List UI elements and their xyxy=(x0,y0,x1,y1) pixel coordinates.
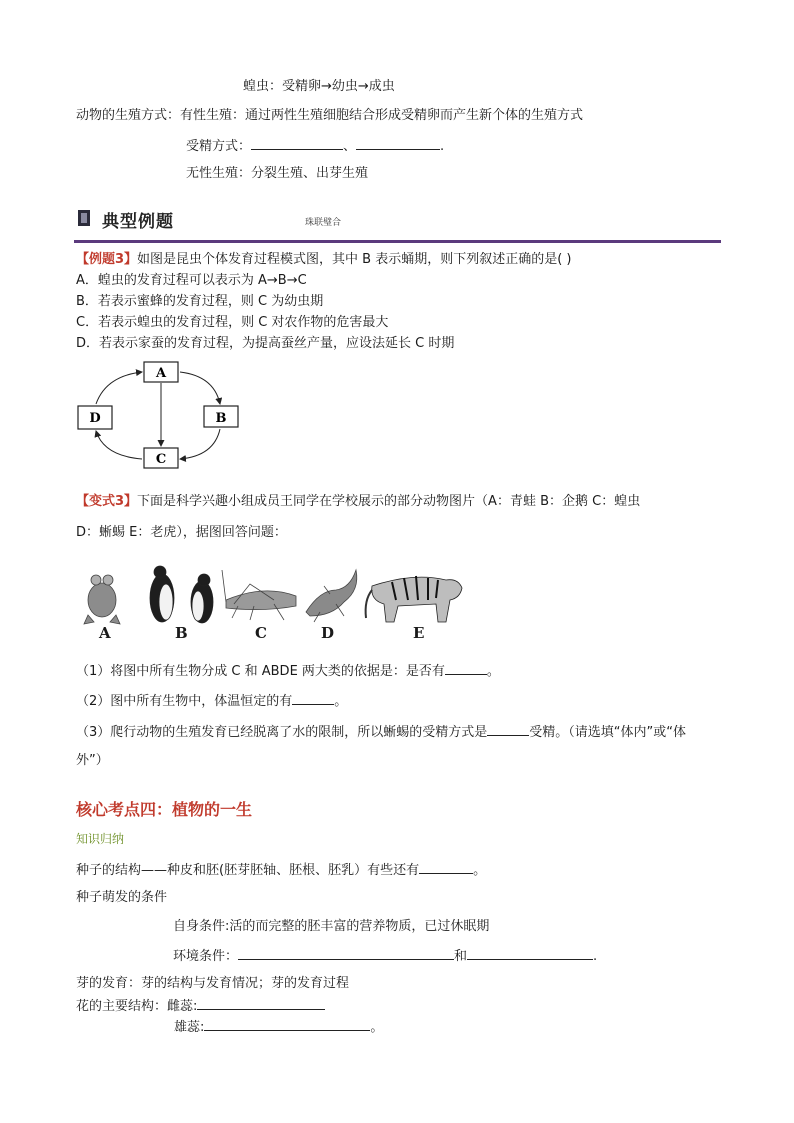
variant3-tag: 【变式3】 xyxy=(76,494,138,509)
env-end: . xyxy=(593,949,598,964)
env-and: 和 xyxy=(454,949,468,964)
animal-label-a: A xyxy=(99,624,111,642)
flower-structure-line xyxy=(76,996,325,1016)
grasshopper-image xyxy=(222,570,296,620)
arrow-b-to-c xyxy=(180,429,220,459)
core-point-title: 核心考点四：植物的一生 xyxy=(76,800,253,819)
example3-tag: 【例题3】 xyxy=(76,252,138,267)
animal-pictures xyxy=(74,560,474,626)
env-blank-1[interactable] xyxy=(238,946,454,960)
example3-option-d: D．若表示家蚕的发育过程，为提高蚕丝产量，应设法延长 C 时期 xyxy=(76,336,455,351)
q3-blank[interactable] xyxy=(487,722,529,736)
variant3-q2 xyxy=(76,691,347,711)
fertilization-sep: 、 xyxy=(343,139,357,154)
q1-text: （1）将图中所有生物分成 C 和 ABDE 两大类的依据是：是否有 xyxy=(76,664,445,679)
stamen-label: 雄蕊: xyxy=(174,1020,205,1035)
section-header-title: 典型例题 xyxy=(102,212,174,232)
frog-image xyxy=(84,575,120,624)
variant3-q3 xyxy=(76,722,686,742)
variant3-line1 xyxy=(76,493,640,511)
q1-end: 。 xyxy=(486,664,500,679)
seed-structure-text: 种子的结构——种皮和胚(胚芽胚轴、胚根、胚乳）有些还有 xyxy=(76,863,420,878)
seed-structure-blank[interactable] xyxy=(419,860,473,874)
animal-reproduction-line: 动物的生殖方式：有性生殖：通过两性生殖细胞结合形成受精卵而产生新个体的生殖方式 xyxy=(76,108,584,123)
stamen-end: 。 xyxy=(370,1020,384,1035)
variant3-text1: 下面是科学兴趣小组成员王同学在学校展示的部分动物图片（A：青蛙 B：企鹅 C：蝗虫 xyxy=(137,494,641,509)
germination-title: 种子萌发的条件 xyxy=(76,890,168,905)
node-c-label: C xyxy=(155,452,167,467)
knowledge-summary-label: 知识归纳 xyxy=(76,832,125,846)
q2-blank[interactable] xyxy=(292,691,334,705)
lizard-image xyxy=(306,570,357,622)
tiger-image xyxy=(366,576,462,622)
fertilization-blank-2[interactable] xyxy=(356,136,440,150)
q3-text: （3）爬行动物的生殖发育已经脱离了水的限制，所以蜥蜴的受精方式是 xyxy=(76,725,488,740)
arrow-d-to-a xyxy=(96,372,142,404)
example3-question-text: 如图是昆虫个体发育过程模式图，其中 B 表示蛹期，则下列叙述正确的是( ) xyxy=(137,252,572,267)
animal-label-c: C xyxy=(255,624,267,642)
header-divider xyxy=(74,240,721,243)
example3-option-a: A．蝗虫的发育过程可以表示为 A→B→C xyxy=(76,273,307,288)
q2-end: 。 xyxy=(334,694,348,709)
arrow-a-to-b xyxy=(180,372,220,404)
env-label: 环境条件： xyxy=(173,949,239,964)
env-blank-2[interactable] xyxy=(467,946,593,960)
locust-development-line: 蝗虫：受精卵→幼虫→成虫 xyxy=(243,79,395,94)
fertilization-line xyxy=(186,136,444,156)
seed-structure-end: 。 xyxy=(473,863,487,878)
fertilization-label: 受精方式： xyxy=(186,139,252,154)
example3-option-c: C．若表示蝗虫的发育过程，则 C 对农作物的危害最大 xyxy=(76,315,389,330)
environment-condition-line xyxy=(173,946,597,966)
asexual-reproduction-line: 无性生殖：分裂生殖、出芽生殖 xyxy=(186,166,369,181)
animal-label-e: E xyxy=(413,624,425,642)
example3-option-b: B．若表示蜜蜂的发育过程，则 C 为幼虫期 xyxy=(76,294,324,309)
fertilization-blank-1[interactable] xyxy=(251,136,343,150)
insect-development-diagram xyxy=(74,356,254,476)
section-header-subtitle: 珠联璧合 xyxy=(305,218,342,228)
book-icon xyxy=(78,210,90,226)
fertilization-end: . xyxy=(440,139,445,154)
pistil-blank[interactable] xyxy=(197,996,325,1010)
node-b-label: B xyxy=(215,411,227,426)
stamen-blank[interactable] xyxy=(204,1017,370,1031)
variant3-line2: D：蜥蜴 E：老虎），据图回答问题： xyxy=(76,525,287,540)
variant3-q3-cont: 外”） xyxy=(76,753,109,768)
example3-question xyxy=(76,251,572,269)
q3-end: 受精。（请选填“体内”或“体 xyxy=(529,725,686,740)
stamen-line xyxy=(174,1017,383,1037)
variant3-q1 xyxy=(76,661,500,681)
self-condition-line: 自身条件:活的而完整的胚丰富的营养物质，已过休眠期 xyxy=(173,919,490,934)
bud-development-line: 芽的发育：芽的结构与发育情况；芽的发育过程 xyxy=(76,976,350,991)
q1-blank[interactable] xyxy=(445,661,487,675)
seed-structure-line xyxy=(76,860,486,880)
node-d-label: D xyxy=(89,411,101,426)
q2-text: （2）图中所有生物中，体温恒定的有 xyxy=(76,694,293,709)
animal-label-b: B xyxy=(175,624,188,642)
flower-label: 花的主要结构：雌蕊: xyxy=(76,999,198,1014)
animal-label-d: D xyxy=(321,624,335,642)
arrow-c-to-d xyxy=(96,431,142,459)
node-a-label: A xyxy=(155,366,167,381)
penguin-image xyxy=(150,566,213,623)
